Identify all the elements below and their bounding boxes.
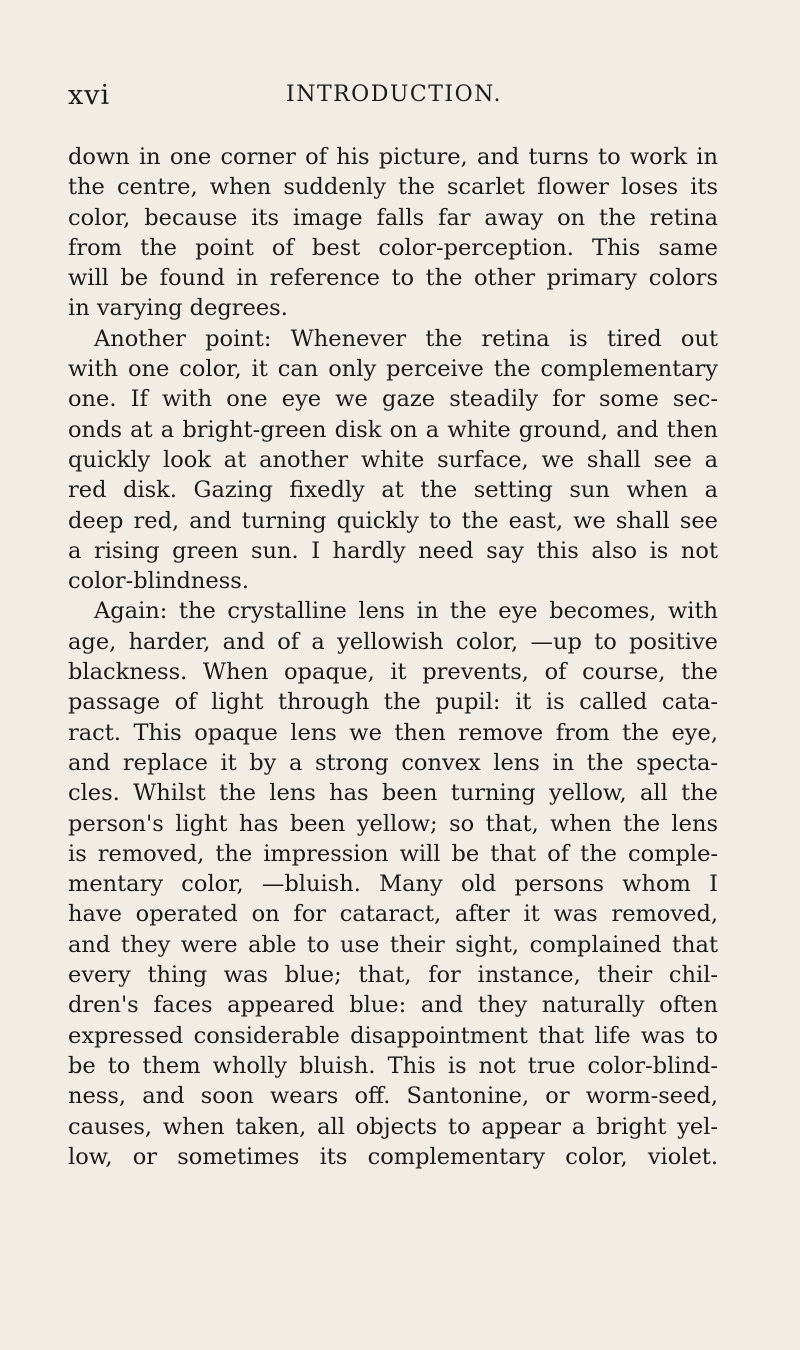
text-line: the centre, when suddenly the scarlet flower loses its [68, 174, 718, 201]
text-line: low, or sometimes its complementary color, violet. [68, 1143, 718, 1170]
text-line: causes, when taken, all objects to appear a bright yel- [68, 1113, 718, 1140]
text-line: one. If with one eye we gaze steadily for some sec- [68, 386, 718, 413]
text-line: be to them wholly bluish. This is not true color-blind- [68, 1052, 718, 1079]
text-line: down in one corner of his picture, and turns to work in [68, 144, 718, 170]
text-line: in varying degrees. [68, 295, 288, 322]
body-text [68, 142, 718, 1172]
page-header [68, 80, 708, 114]
text-line: with one color, it can only perceive the complementary [68, 356, 718, 383]
text-line: passage of light through the pupil: it is called cata- [68, 689, 718, 716]
text-line: color, because its image falls far away on the retina [68, 204, 718, 231]
text-line: cles. Whilst the lens has been turning yellow, all the [68, 780, 718, 807]
text-line: ract. This opaque lens we then remove from the eye, [68, 719, 718, 746]
text-line: mentary color, —bluish. Many old persons whom I [68, 871, 718, 898]
text-line: blackness. When opaque, it prevents, of course, the [68, 659, 718, 686]
running-head: INTRODUCTION. [286, 82, 502, 107]
text-line: ness, and soon wears off. Santonine, or worm-seed, [68, 1083, 718, 1110]
text-line: expressed considerable disappointment that life was to [68, 1022, 718, 1049]
text-line: onds at a bright-green disk on a white ground, and then [68, 416, 718, 443]
text-line: person's light has been yellow; so that, when the lens [68, 810, 718, 837]
text-line: will be found in reference to the other primary colors [68, 265, 718, 292]
text-line: dren's faces appeared blue: and they naturally often [68, 992, 718, 1019]
page-number: xvi [68, 80, 111, 111]
text-line: Again: the crystalline lens in the eye becomes, with [94, 598, 718, 625]
text-line: age, harder, and of a yellowish color, —up to positive [68, 628, 718, 655]
text-line: color-blindness. [68, 568, 249, 595]
text-line: is removed, the impression will be that of the comple- [68, 840, 718, 867]
text-line: have operated on for cataract, after it was removed, [68, 901, 718, 928]
text-line: and replace it by a strong convex lens in the specta- [68, 749, 718, 776]
text-line: Another point: Whenever the retina is tired out [94, 325, 718, 352]
text-line: from the point of best color-perception. This same [68, 234, 718, 261]
text-line: and they were able to use their sight, complained that [68, 931, 718, 958]
text-line: a rising green sun. I hardly need say this also is not [68, 537, 718, 564]
text-line: red disk. Gazing fixedly at the setting sun when a [68, 477, 718, 504]
text-line: deep red, and turning quickly to the east, we shall see [68, 507, 718, 534]
text-line: every thing was blue; that, for instance, their chil- [68, 962, 718, 989]
text-line: quickly look at another white surface, we shall see a [68, 446, 718, 473]
